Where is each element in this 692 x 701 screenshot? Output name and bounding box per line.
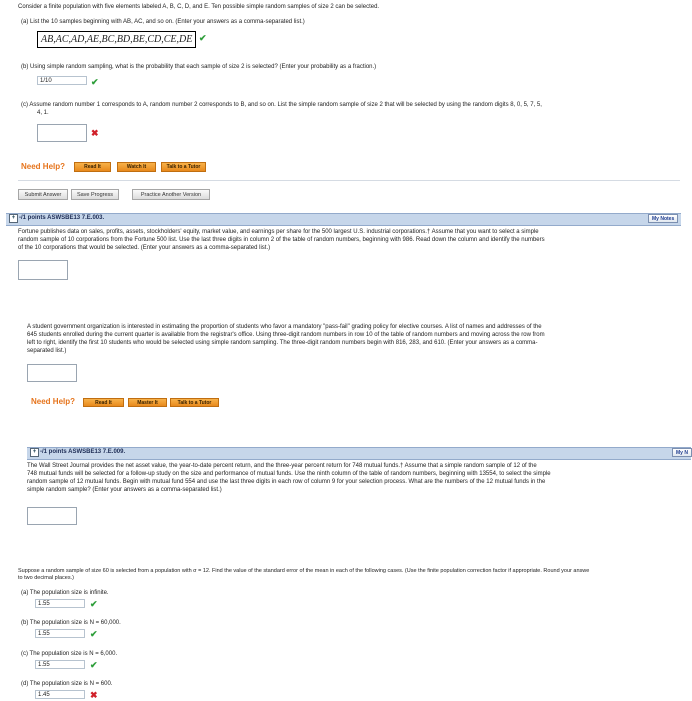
q2-text-line3: of the 10 corporations that would be selected. (Enter your answers as a comma-separated list.) [18, 245, 271, 251]
q3-answer-input[interactable] [27, 364, 77, 382]
question-points-label: -/1 points ASWSBE13 7.E.003. [19, 215, 105, 221]
need-help-label: Need Help? [21, 162, 66, 171]
q2-text-line2: random sample of 10 corporations from the Fortune 500 list. Use the last three digits in column 2 of the table of random numbers, beginning with 986. Read down the column and identify the numbers [18, 237, 545, 243]
talk-to-tutor-button[interactable]: Talk to a Tutor [161, 162, 206, 172]
question-points-label: -/1 points ASWSBE13 7.E.009. [40, 449, 126, 455]
incorrect-x-icon: ✖ [91, 128, 99, 138]
expand-plus-icon[interactable]: + [30, 448, 39, 457]
q4-text-line4: simple random sample? (Enter your answers as a comma-separated list.) [27, 487, 222, 493]
expand-plus-icon[interactable]: + [9, 214, 18, 223]
need-help-label: Need Help? [31, 397, 76, 406]
correct-check-icon: ✔ [90, 599, 98, 609]
q4-text-line3: random sample of 12 mutual funds. Begin with mutual fund 554 and use the last three digits in each row of column 9 for your selection process. What are the numbers of the 12 mutual funds in the [27, 479, 546, 485]
submit-answer-button[interactable]: Submit Answer [18, 189, 68, 200]
q1-intro: Consider a finite population with five elements labeled A, B, C, D, and E. Ten possible simple random samples of size 2 can be selected. [18, 4, 380, 10]
q4-text-line1: The Wall Street Journal provides the net asset value, the year-to-date percent return, and the three-year percent return for 748 mutual funds.† Assume that a simple random sample of 12 of the [27, 463, 537, 469]
q5-part-b-label: (b) The population size is N = 60,000. [21, 620, 121, 626]
q5-part-b-answer-input[interactable]: 1.55 [35, 629, 85, 638]
q1-part-a-prompt: (a) List the 10 samples beginning with AB, AC, and so on. (Enter your answers as a comma-separated list.) [21, 19, 305, 25]
q1-part-b-answer-input[interactable]: 1/10 [37, 76, 87, 85]
q1-part-c-prompt: (c) Assume random number 1 corresponds to A, random number 2 corresponds to B, and so on. List the simple random sample of size 2 that will be selected by using the random digits 8, 0, 5, 7, 5, [21, 102, 542, 108]
practice-another-version-button[interactable]: Practice Another Version [132, 189, 210, 200]
q5-part-d-label: (d) The population size is N = 600. [21, 681, 113, 687]
master-it-button[interactable]: Master It [128, 398, 167, 407]
q5-text-line1: Suppose a random sample of size 60 is selected from a population with σ = 12. Find the value of the standard error of the mean in each of the following cases. (Use the finite population correction factor if appropriate. Round your answe [18, 568, 590, 574]
q3-text-line2: 645 students enrolled during the current quarter is available from the registrar's office. Using three-digit random numbers in row 10 of the table of random numbers and moving across the row from [27, 332, 545, 338]
divider [18, 180, 680, 181]
question-header [27, 447, 691, 460]
my-notes-button[interactable]: My Notes [648, 214, 678, 223]
q3-text-line1: A student government organization is interested in estimating the proportion of students who favor a mandatory "pass-fail" grading policy for elective courses. A list of names and addresses of the [27, 324, 542, 330]
correct-check-icon: ✔ [199, 33, 207, 43]
read-it-button[interactable]: Read It [74, 162, 111, 172]
q5-part-c-answer-input[interactable]: 1.55 [35, 660, 85, 669]
save-progress-button[interactable]: Save Progress [71, 189, 119, 200]
q4-answer-input[interactable] [27, 507, 77, 525]
q5-part-d-answer-input[interactable]: 1.45 [35, 690, 85, 699]
q5-part-a-answer-input[interactable]: 1.55 [35, 599, 85, 608]
q5-text-line2: to two decimal places.) [18, 575, 74, 581]
q2-text-line1: Fortune publishes data on sales, profits, assets, stockholders' equity, market value, and earnings per share for the 500 largest U.S. industrial corporations.† Assume that you want to select a simple [18, 229, 539, 235]
q1-part-b-prompt: (b) Using simple random sampling, what is the probability that each sample of size 2 is selected? (Enter your probability as a fraction.) [21, 64, 377, 70]
correct-check-icon: ✔ [90, 629, 98, 639]
watch-it-button[interactable]: Watch It [117, 162, 156, 172]
read-it-button[interactable]: Read It [83, 398, 124, 407]
q5-part-c-label: (c) The population size is N = 6,000. [21, 651, 118, 657]
q3-text-line3: left to right, identify the first 10 students who would be selected using simple random sampling. The three-digit random numbers begin with 816, 283, and 610. (Enter your answers as a comma- [27, 340, 538, 346]
question-header [6, 213, 681, 226]
incorrect-x-icon: ✖ [90, 690, 98, 700]
q3-text-line4: separated list.) [27, 348, 67, 354]
q1-part-c-prompt-cont: 4, 1. [37, 110, 49, 116]
correct-check-icon: ✔ [90, 660, 98, 670]
q4-text-line2: 748 mutual funds will be selected for a follow-up study on the size and performance of mutual funds. Use the ninth column of the table of random numbers, beginning with 13554, to select the simple [27, 471, 551, 477]
correct-check-icon: ✔ [91, 77, 99, 87]
q1-part-c-answer-input[interactable] [37, 124, 87, 142]
q5-part-a-label: (a) The population size is infinite. [21, 590, 109, 596]
talk-to-tutor-button[interactable]: Talk to a Tutor [170, 398, 219, 407]
q2-answer-input[interactable] [18, 260, 68, 280]
my-notes-button[interactable]: My N [672, 448, 692, 457]
q1-part-a-answer-input[interactable]: AB,AC,AD,AE,BC,BD,BE,CD,CE,DE [37, 31, 196, 48]
